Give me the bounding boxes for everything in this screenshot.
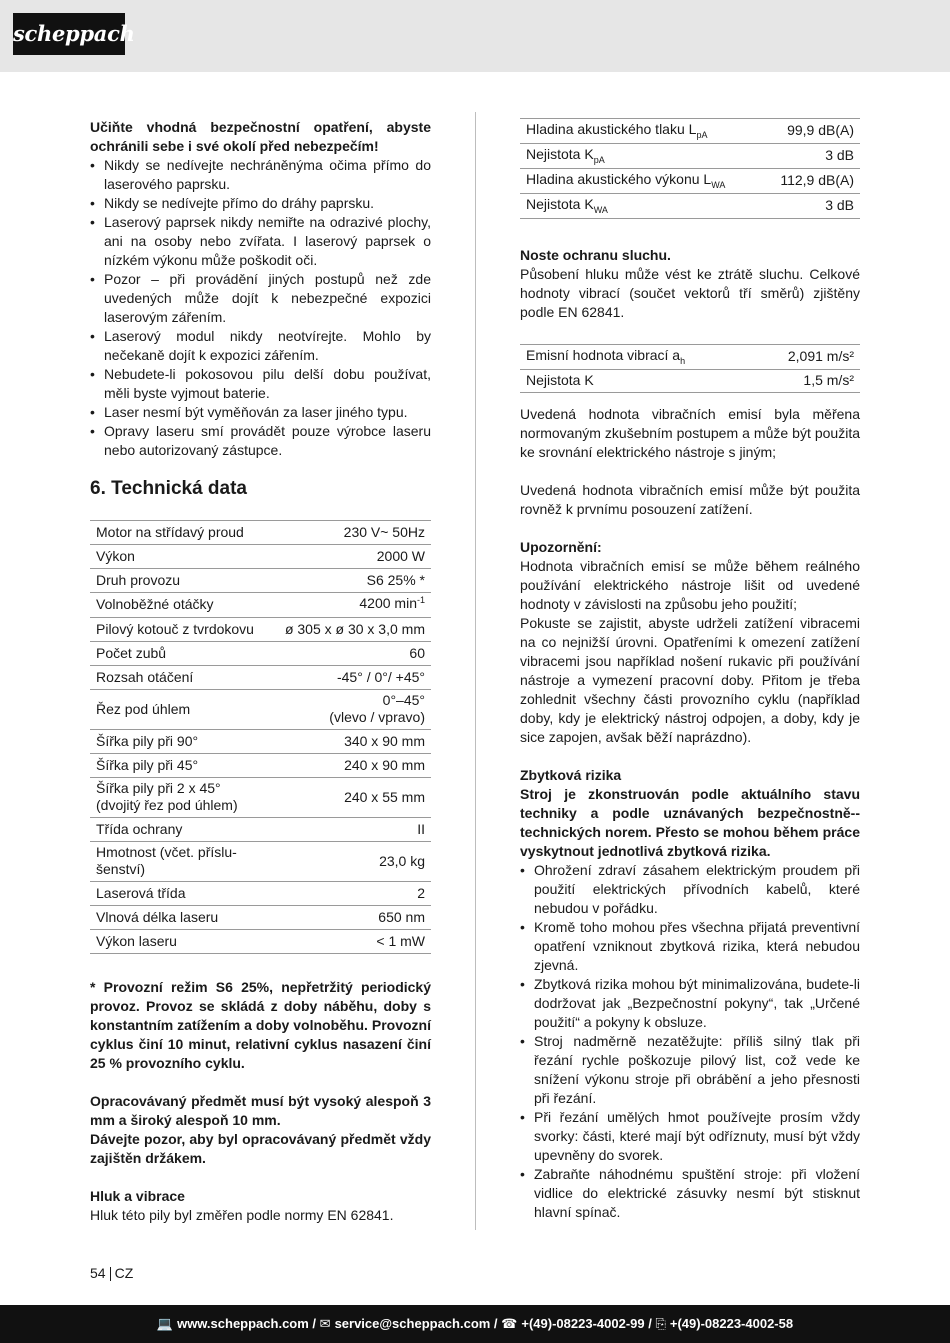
list-item: • Pozor – při provádění jiných postupů než zde uvedených může dojít k nebezpečné expozici laserovým zářením.: [90, 270, 431, 327]
noise-heading: Hluk a vibrace: [90, 1188, 185, 1204]
table-row: [520, 119, 860, 144]
spec-value: -45° / 0°/ +45°: [270, 666, 431, 690]
table-row: [90, 882, 431, 906]
spec-value: S6 25% *: [270, 569, 431, 593]
noise-value: 3 dB: [762, 144, 860, 169]
right-column: [520, 118, 860, 1222]
list-item: • Kromě toho mohou přes všechna přijatá preventivní opatření vzniknout zbytková rizika, která nebudou zjevná.: [520, 918, 860, 975]
noise-label: Nejistota K: [526, 146, 594, 162]
residual-risk-heading: Zbytková rizika: [520, 767, 622, 783]
table-row: [520, 194, 860, 219]
vibration-value: 1,5 m/s²: [753, 370, 860, 393]
spec-label: Laserová třída: [90, 882, 270, 906]
table-row: [90, 778, 431, 818]
table-row: [90, 666, 431, 690]
spec-label: Druh provozu: [90, 569, 270, 593]
phone-icon: ☎: [501, 1316, 518, 1331]
spec-label: Pilový kotouč z tvrdokovu: [90, 618, 270, 642]
table-row: [90, 930, 431, 954]
noise-label: Nejistota K: [526, 196, 594, 212]
noise-label-sub: pA: [696, 130, 708, 140]
table-row: [520, 370, 860, 393]
spec-label: Řez pod úhlem: [90, 690, 270, 730]
spec-label: Volnoběžné otáčky: [90, 593, 270, 618]
noise-table: [520, 118, 860, 219]
vibration-label: Nejistota K: [520, 370, 753, 393]
vibration-label-sub: h: [680, 356, 686, 366]
list-item: • Nikdy se nedívejte přímo do dráhy paprsku.: [90, 194, 431, 213]
list-item: • Nebudete-li pokosovou pilu delší dobu používat, měli byste vyjmout baterie.: [90, 365, 431, 403]
spec-value-line2: (vlevo / vpravo): [329, 709, 425, 725]
list-item: • Laserový modul nikdy neotvírejte. Mohlo by nečekaně dojít k expozici zářením.: [90, 327, 431, 365]
table-row: [90, 642, 431, 666]
warning-text-2: Pokuste se zajistit, abyste udrželi zatížení vibracemi na co nejnižší úrovni. Opatřeními k omezení zatížení vibracemi jsou například nošení rukavic při používání nástroje a vymezení pracovní doby. Přitom je třeba zohlednit všechny části provozního cyklu (například doby, kdy je elektrický nástroj odpojen, a doby, kdy je sice zapojen, avšak běží naprázdno).: [520, 615, 860, 745]
footer-email: service@scheppach.com /: [334, 1316, 498, 1331]
spec-label: Výkon laseru: [90, 930, 270, 954]
noise-label: Hladina akustického tlaku L: [526, 121, 697, 137]
spec-value: 230 V~ 50Hz: [270, 521, 431, 545]
spec-label-line2: (dvojitý řez pod úhlem): [96, 797, 238, 813]
page-footer: [0, 1305, 950, 1343]
vibration-text-2: Uvedená hodnota vibračních emisí může být použita rovněž k prvnímu posouzení zatížení.: [520, 482, 860, 517]
noise-value: 3 dB: [762, 194, 860, 219]
spec-value-sup: -1: [416, 595, 425, 605]
vibration-value: 2,091 m/s²: [753, 345, 860, 370]
list-item: • Při řezání umělých hmot používejte prosím vždy svorky: části, které mají být odříznuty, musí být vždy upevněny do svorek.: [520, 1108, 860, 1165]
technical-data-table: [90, 520, 431, 954]
workpiece-note: Opracovávaný předmět musí být vysoký alespoň 3 mm a široký alespoň 10 mm.: [90, 1093, 431, 1128]
footer-phone: +(49)-08223-4002-99 /: [521, 1316, 652, 1331]
list-item: • Nikdy se nedívejte nechráněnýma očima přímo do laserového paprsku.: [90, 156, 431, 194]
table-row: [90, 593, 431, 618]
list-item: • Opravy laseru smí provádět pouze výrobce laseru nebo autorizovaný zástupce.: [90, 422, 431, 460]
vibration-text-1: Uvedená hodnota vibračních emisí byla měřena normovaným zkušebním postupem a může být použita ke srovnání elektrického nástroje s jiným;: [520, 406, 860, 460]
table-row: [90, 730, 431, 754]
left-column: [90, 118, 431, 1225]
clamp-note: Dávejte pozor, aby byl opracovávaný předmět vždy zajištěn držákem.: [90, 1131, 431, 1166]
spec-label: Šířka pily při 90°: [90, 730, 270, 754]
spec-value: 23,0 kg: [270, 842, 431, 882]
fax-icon: ⎘: [655, 1316, 666, 1331]
table-row: [90, 818, 431, 842]
spec-label: Výkon: [90, 545, 270, 569]
page-number: 54: [90, 1265, 106, 1281]
spec-value: 650 nm: [270, 906, 431, 930]
spec-label: Počet zubů: [90, 642, 270, 666]
spec-label: Šířka pily při 45°: [90, 754, 270, 778]
table-row: [90, 569, 431, 593]
spec-label: Třída ochrany: [90, 818, 270, 842]
noise-label: Hladina akustického výkonu L: [526, 171, 712, 187]
language-code: CZ: [114, 1265, 134, 1281]
noise-label-sub: WA: [711, 180, 726, 190]
list-item: • Ohrožení zdraví zásahem elektrickým proudem při použití elektrických přívodních kabelů, které nebudou v pořádku.: [520, 861, 860, 918]
warning-text-1: Hodnota vibračních emisí se může během reálného používání elektrického nástroje lišit od uvedené hodnoty v závislosti na způsobu jeho použití;: [520, 558, 860, 612]
spec-value: ø 305 x ø 30 x 3,0 mm: [270, 618, 431, 642]
laser-safety-list: [90, 156, 431, 460]
vibration-label: Emisní hodnota vibrací a: [526, 347, 681, 363]
spec-value: 2: [270, 882, 431, 906]
noise-text: Hluk této pily byl změřen podle normy EN 62841.: [90, 1207, 394, 1223]
spec-value: 240 x 90 mm: [270, 754, 431, 778]
footer-fax: +(49)-08223-4002-58: [669, 1316, 794, 1331]
list-item: • Zabraňte náhodnému spuštění stroje: při vložení vidlice do elektrické zásuvky nesmí být stisknut hlavní spínač.: [520, 1165, 860, 1222]
list-item: • Zbytková rizika mohou být minimalizována, budete-li dodržovat jak „Bezpečnostní pokyny“, tak „Určené použití“ a pokyny k obsluze.: [520, 975, 860, 1032]
spec-value: 2000 W: [270, 545, 431, 569]
noise-label-sub: pA: [593, 155, 605, 165]
list-item: • Stroj nadměrně nezatěžujte: příliš silný tlak při řezání rychle poškozuje pilový list, což vede ke snížení výkonu stroje při obrábění a jeho přesnosti při řezání.: [520, 1032, 860, 1108]
spec-label: Šířka pily při 2 x 45°: [96, 780, 221, 796]
residual-risk-list: [520, 861, 860, 1222]
vibration-table: [520, 344, 860, 393]
hearing-heading: Noste ochranu sluchu.: [520, 247, 671, 263]
list-item: • Laserový paprsek nikdy nemiřte na odrazivé plochy, ani na osoby nebo zvířata. I laserový paprsek o nízkém výkonu může poškodit oči.: [90, 213, 431, 270]
table-row: [520, 169, 860, 194]
table-row: [90, 618, 431, 642]
warning-heading: Upozornění:: [520, 539, 602, 555]
brand-logo: scheppach: [13, 13, 125, 55]
safety-intro: Učiňte vhodná bezpečnostní opatření, abyste ochránili sebe i své okolí před nebezpečím!: [90, 119, 431, 154]
noise-label-sub: WA: [593, 205, 608, 215]
table-row: [90, 521, 431, 545]
section-title: 6. Technická data: [90, 478, 247, 499]
mail-icon: ✉: [319, 1316, 331, 1331]
spec-value: 0°–45°: [382, 692, 425, 708]
hearing-text: Působení hluku může vést ke ztrátě sluchu. Celkové hodnoty vibrací (součet vektorů tří směrů) zjištěny podle EN 62841.: [520, 266, 860, 320]
spec-label: Rozsah otáčení: [90, 666, 270, 690]
spec-value: II: [270, 818, 431, 842]
page-number-area: [90, 1264, 133, 1283]
spec-value: 4200 min: [359, 595, 417, 611]
operating-mode-note: * Provozní režim S6 25%, nepřetržitý periodický provoz. Provoz se skládá z doby náběhu, doby s konstantním zatížením a doby volnoběhu. Provozní cyklus činí 10 minut, relativní cyklus nasazení činí 25 % provozního cyklu.: [90, 979, 431, 1071]
noise-value: 112,9 dB(A): [762, 169, 860, 194]
table-row: [90, 545, 431, 569]
table-row: [90, 754, 431, 778]
page-header: [0, 0, 950, 72]
column-divider: [475, 112, 476, 1230]
spec-label-line2: šenství): [96, 861, 146, 877]
footer-website: www.scheppach.com /: [177, 1316, 317, 1331]
spec-value: 340 x 90 mm: [270, 730, 431, 754]
noise-value: 99,9 dB(A): [762, 119, 860, 144]
spec-label: Motor na střídavý proud: [90, 521, 270, 545]
spec-value: < 1 mW: [270, 930, 431, 954]
table-row: [520, 345, 860, 370]
table-row: [90, 690, 431, 730]
table-row: [90, 906, 431, 930]
spec-value: 240 x 55 mm: [270, 778, 431, 818]
table-row: [520, 144, 860, 169]
residual-risk-intro: Stroj je zkonstruován podle aktuálního stavu techniky a podle uznávaných bezpečnostně--technických norem. Přesto se mohou během práce vyskytnout jednotlivá zbytková rizika.: [520, 786, 860, 859]
table-row: [90, 842, 431, 882]
spec-value: 60: [270, 642, 431, 666]
computer-icon: 💻: [156, 1316, 174, 1331]
list-item: • Laser nesmí být vyměňován za laser jiného typu.: [90, 403, 431, 422]
spec-label: Hmotnost (včet. příslu-: [96, 844, 237, 860]
spec-label: Vlnová délka laseru: [90, 906, 270, 930]
